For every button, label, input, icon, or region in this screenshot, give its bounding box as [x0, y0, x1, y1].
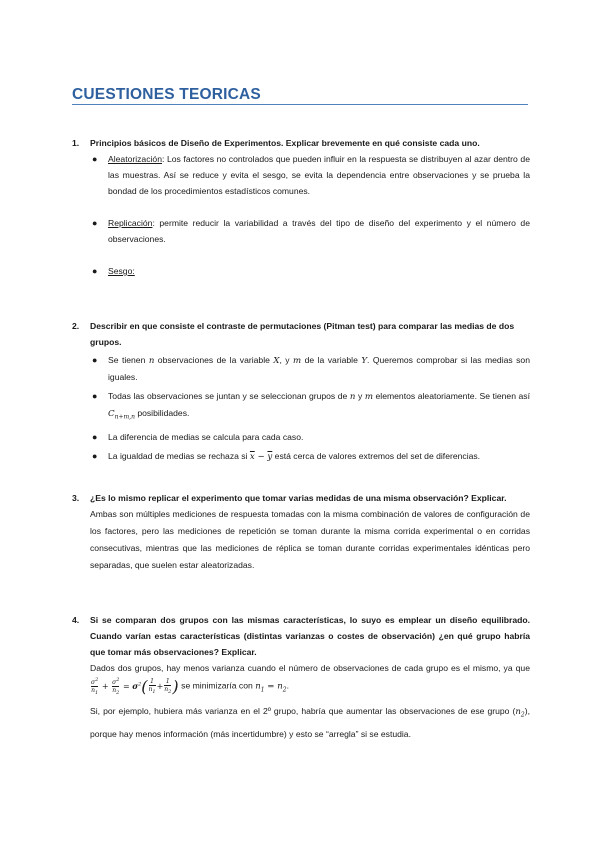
question-2-list [90, 352, 530, 465]
math-m: m [293, 356, 302, 366]
text: . [286, 680, 289, 691]
question-1-number: 1. [72, 138, 80, 148]
math-y-bar: $\overline{y}$ [267, 451, 273, 462]
bullet-icon: ● [92, 391, 98, 401]
text: Se tienen [108, 355, 149, 365]
math-subscript: n+m,n [114, 413, 135, 421]
text: . Queremos comprobar si las medias son iguales. [108, 355, 530, 382]
text: posibilidades. [134, 408, 190, 418]
fraction [112, 677, 119, 697]
question-1-list [90, 151, 530, 279]
list-item [90, 215, 530, 247]
question-4-number: 4. [72, 615, 80, 625]
math-plus: + [156, 681, 164, 691]
list-item [90, 429, 530, 445]
term-aleatorizacion: Aleatorización [108, 154, 162, 164]
fraction [91, 677, 98, 697]
question-4-paragraph-2 [90, 702, 530, 743]
math-subscript: 1 [260, 686, 265, 694]
text: Todas las observaciones se juntan y se seleccionan grupos de [108, 391, 350, 401]
title-underline [72, 104, 528, 105]
math-n: n [515, 707, 521, 718]
list-item [90, 388, 530, 426]
question-1-heading: Principios básicos de Diseño de Experimentos. Explicar brevemente en qué consiste cada uno. [90, 138, 480, 148]
list-item [90, 151, 530, 199]
text: La diferencia de medias se calcula para cada caso. [108, 431, 304, 442]
fraction [149, 678, 156, 696]
math-subscript: 1 [94, 689, 99, 696]
list-item [90, 263, 530, 279]
list-item [90, 352, 530, 385]
question-3-number: 3. [72, 493, 80, 503]
text: observaciones de la variable [154, 355, 274, 365]
math-X: X [273, 356, 280, 366]
math-n: n [164, 685, 169, 693]
question-3-answer: Ambas son múltiples mediciones de respuesta tomadas con la misma combinación de valores de configuración de los factores, pero las mediciones de repetición se toman durante la misma corrida experimental o en corridas consecutivas, mientras que las mediciones de réplica se toman durante corridas experimentales idénticas pero separadas, que suelen estar aleatorizadas. [90, 509, 530, 570]
math-sigma: σ [112, 678, 117, 686]
text: Si, por ejemplo, hubiera más varianza en el 2º grupo, habría que aumentar las observaciones de ese grupo ( [90, 706, 516, 717]
math-plus: + [101, 681, 109, 691]
math-sigma: σ [91, 678, 96, 686]
term-sesgo: Sesgo: [108, 266, 135, 276]
list-item [90, 448, 530, 465]
math-subscript: 2 [282, 686, 287, 694]
question-2-heading: Describir en que consiste el contraste de permutaciones (Pitman test) para comparar las medias de dos grupos. [90, 321, 515, 347]
bullet-icon: ● [92, 431, 98, 442]
math-one: 1 [165, 677, 170, 685]
question-4 [72, 612, 530, 743]
question-3-heading: ¿Es lo mismo replicar el experimento que tomar varias medidas de una misma observación? Explicar. [90, 493, 507, 503]
page-title: CUESTIONES TEORICAS [72, 86, 261, 103]
text: de la variable [301, 355, 362, 365]
variance-formula [90, 676, 181, 696]
math-exponent: 2 [138, 681, 142, 687]
math-subscript: 2 [168, 688, 172, 695]
math-n: n [277, 681, 283, 692]
math-C: C [108, 409, 115, 419]
text: se minimizaría con [181, 680, 256, 691]
question-2 [72, 318, 530, 465]
fraction [164, 678, 171, 696]
math-one: 1 [150, 677, 154, 685]
term-replicacion-text: : permite reducir la variabilidad a través del tipo de diseño del experimento y el número de observaciones. [108, 218, 530, 244]
text: La igualdad de medias se rechaza si [108, 450, 250, 461]
math-equals: = [264, 681, 278, 692]
math-subscript: 2 [520, 712, 525, 720]
math-n: n [148, 356, 155, 366]
bullet-icon: ● [92, 154, 98, 164]
math-subscript: 1 [152, 688, 156, 695]
question-4-paragraph-1 [90, 660, 530, 698]
math-subscript: 2 [116, 689, 120, 696]
math-minus: − [254, 451, 268, 462]
text: Dados dos grupos, hay menos varianza cuando el número de observaciones de cada grupo es el mismo, ya que [90, 663, 530, 673]
question-3 [72, 490, 530, 574]
math-n: n [255, 681, 261, 692]
term-replicacion: Replicación [108, 218, 153, 228]
bullet-icon: ● [92, 355, 98, 365]
text: y [355, 391, 365, 401]
math-paren: ) [172, 676, 179, 696]
math-Y: Y [361, 356, 367, 366]
math-n: n [91, 686, 95, 694]
text: ), porque hay menos información (más incertidumbre) y esto se “arregla” si se estudia. [90, 706, 530, 740]
math-x-bar: $\overline{x}$ [249, 451, 255, 462]
bullet-icon: ● [92, 218, 98, 228]
math-n: n [148, 685, 153, 693]
math-sigma: σ [132, 680, 139, 691]
math-m: m [364, 392, 373, 402]
question-2-number: 2. [72, 321, 80, 331]
bullet-icon: ● [92, 450, 98, 461]
math-paren: ( [141, 676, 148, 696]
math-exponent: 2 [95, 676, 99, 683]
math-n: n [349, 392, 356, 402]
text: , y [279, 355, 294, 365]
question-4-heading: Si se comparan dos grupos con las mismas características, lo suyo es emplear un diseño equilibrado. Cuando varían estas características (distintas varianzas o costes de observación) ¿en qué grupo habría que tomar más observaciones? Explicar. [90, 615, 530, 657]
text: elementos aleatoriamente. Se tienen así [372, 391, 530, 401]
math-exponent: 2 [116, 676, 120, 683]
math-n: n [112, 686, 117, 694]
math-equals: = [122, 681, 130, 691]
question-1 [72, 135, 530, 279]
term-aleatorizacion-text: : Los factores no controlados que pueden influir en la respuesta se distribuyen al azar dentro de las muestras. Así se reduce y evita el sesgo, se evita la dependencia entre observaciones y se prueba la bondad de los procedimientos estadísticos comunes. [108, 154, 530, 196]
text: está cerca de valores extremos del set de diferencias. [272, 450, 481, 461]
bullet-icon: ● [92, 266, 98, 276]
